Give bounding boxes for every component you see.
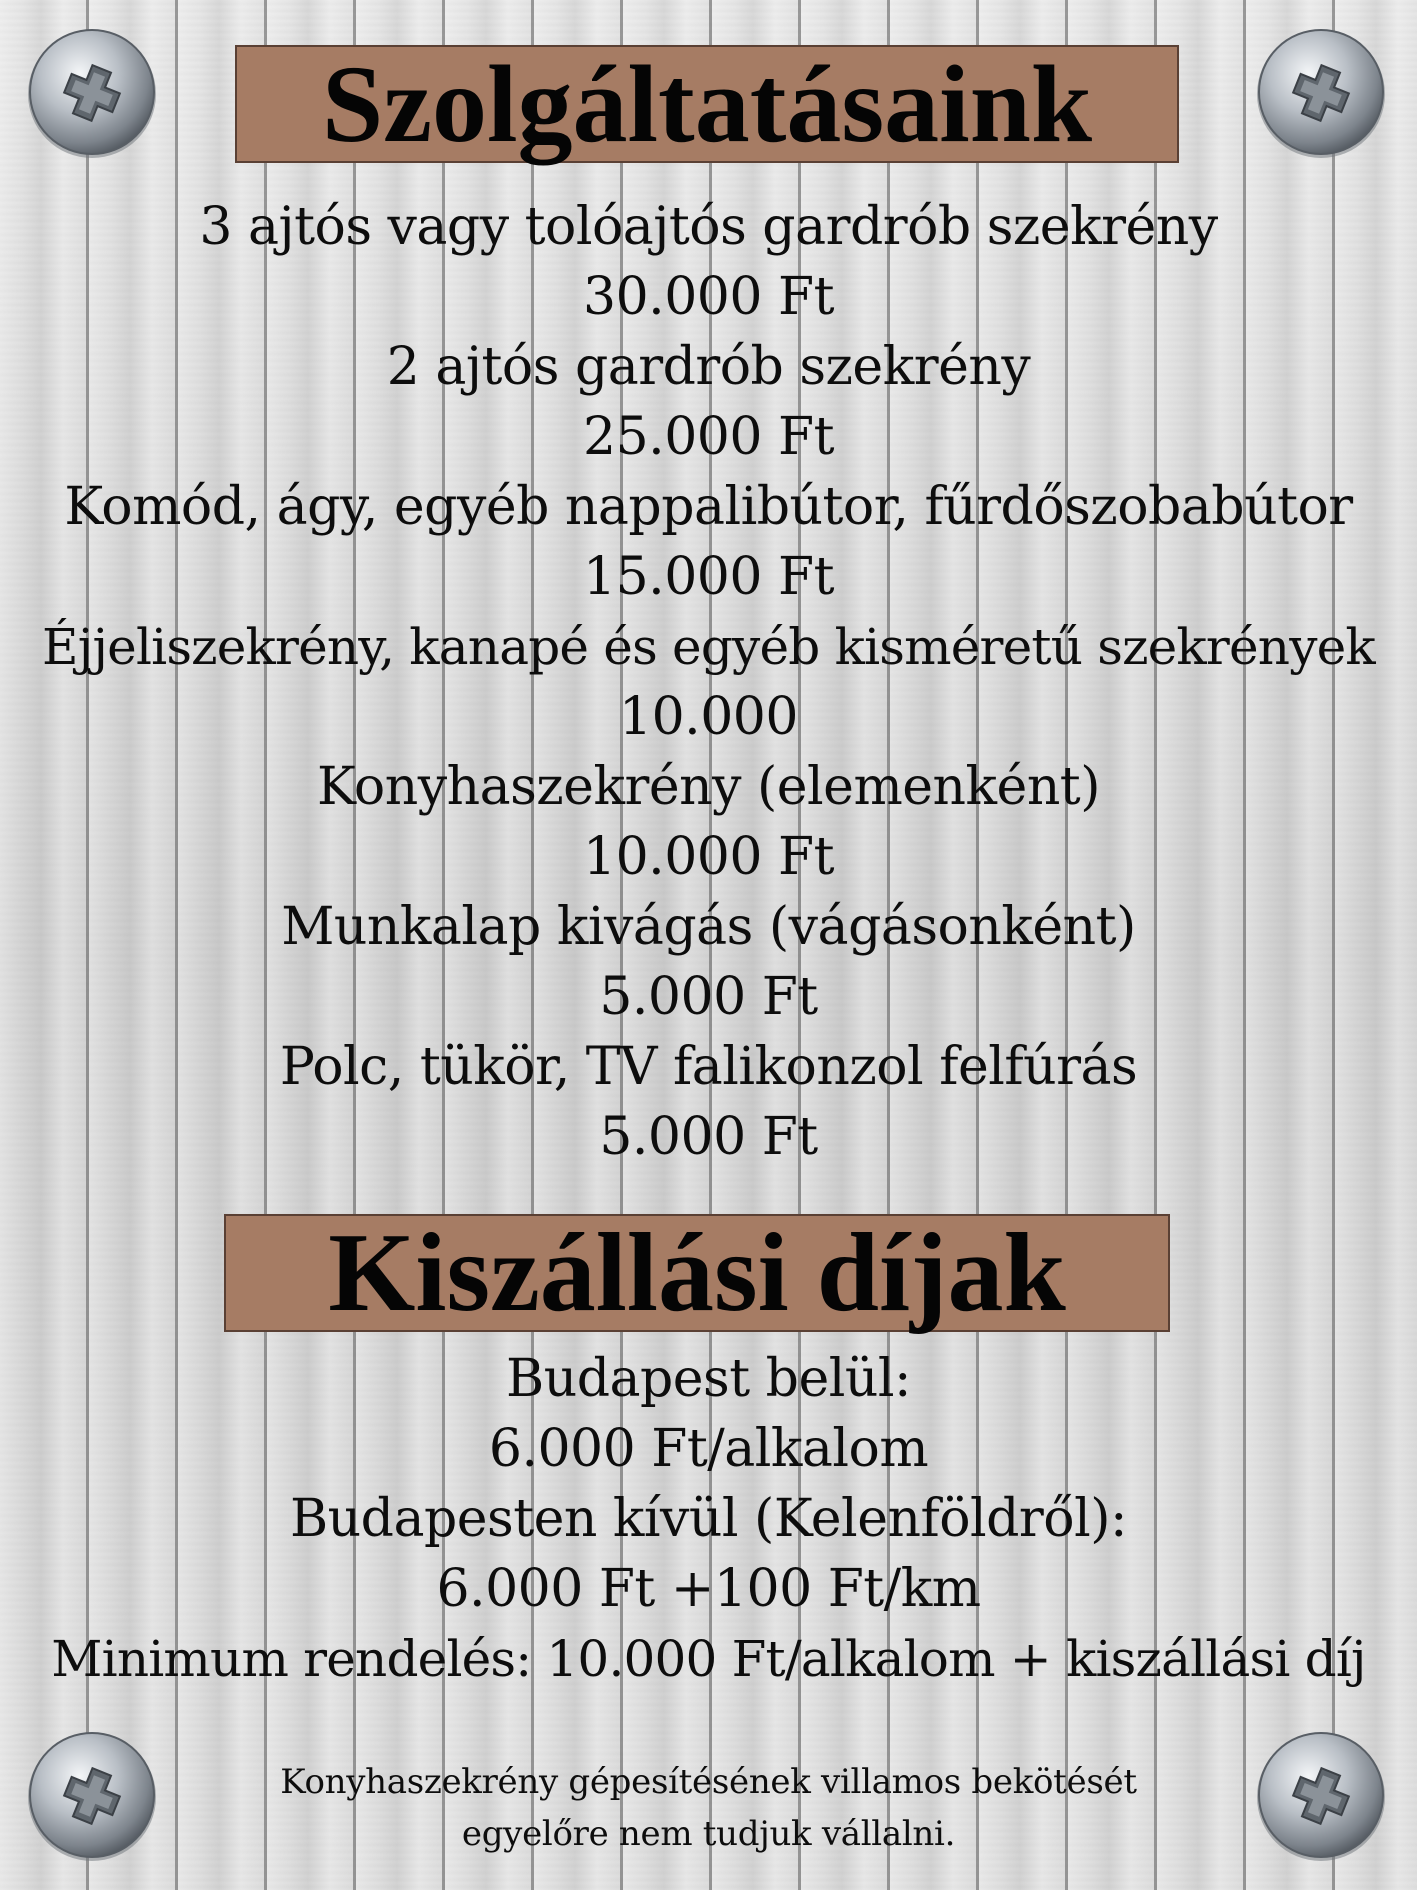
service-name: Polc, tükör, TV falikonzol felfúrás — [279, 1037, 1138, 1097]
services-title-banner — [235, 42, 1179, 165]
list-item — [0, 472, 1417, 612]
delivery-title: Kiszállási díjak — [328, 1210, 1066, 1335]
services-price-list — [0, 192, 1417, 1172]
list-item — [0, 1624, 1417, 1694]
list-item — [0, 332, 1417, 472]
list-item — [0, 612, 1417, 752]
service-name: Komód, ágy, egyéb nappalibútor, fűrdőszobabútor — [64, 477, 1353, 537]
service-name: Éjjeliszekrény, kanapé és egyéb kisméretű szekrények — [42, 618, 1375, 676]
delivery-price: 6.000 Ft/alkalom — [488, 1419, 929, 1479]
list-item — [0, 1484, 1417, 1624]
delivery-title-banner — [224, 1210, 1170, 1335]
service-price: 10.000 Ft — [583, 827, 834, 887]
list-item — [0, 752, 1417, 892]
list-item — [0, 1344, 1417, 1484]
screw-icon — [25, 27, 159, 161]
list-item — [0, 892, 1417, 1032]
delivery-area: Budapesten kívül (Kelenföldről): — [289, 1489, 1128, 1549]
service-name: Munkalap kivágás (vágásonként) — [281, 897, 1136, 957]
service-price: 25.000 Ft — [583, 407, 834, 467]
service-price: 15.000 Ft — [583, 547, 834, 607]
service-price: 5.000 Ft — [599, 1107, 818, 1167]
service-name: 2 ajtós gardrób szekrény — [386, 337, 1031, 397]
list-item — [0, 1032, 1417, 1172]
service-price: 30.000 Ft — [583, 267, 834, 327]
services-title: Szolgáltatásaink — [321, 42, 1093, 165]
footnote-line: egyelőre nem tudjuk vállalni. — [461, 1814, 956, 1854]
service-name: 3 ajtós vagy tolóajtós gardrób szekrény — [199, 197, 1218, 257]
service-price: 10.000 — [619, 687, 798, 747]
footnote — [0, 1756, 1417, 1860]
minimum-order-note: Minimum rendelés: 10.000 Ft/alkalom + kiszállási díj — [51, 1630, 1366, 1688]
list-item — [0, 192, 1417, 332]
service-price: 5.000 Ft — [599, 967, 818, 1027]
delivery-price: 6.000 Ft +100 Ft/km — [436, 1559, 981, 1619]
delivery-area: Budapest belül: — [506, 1349, 911, 1409]
delivery-fee-list — [0, 1344, 1417, 1694]
screw-icon — [1254, 27, 1388, 161]
service-name: Konyhaszekrény (elemenként) — [316, 757, 1100, 817]
footnote-line: Konyhaszekrény gépesítésének villamos bekötését — [280, 1762, 1137, 1802]
